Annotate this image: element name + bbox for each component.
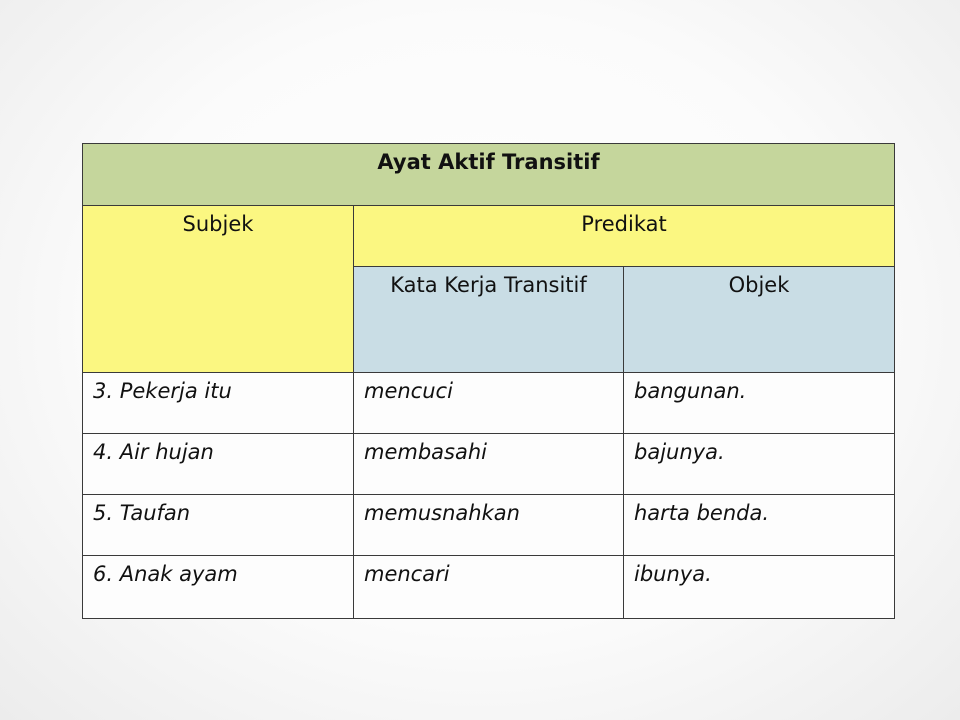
ayat-aktif-transitif-table <box>82 143 895 619</box>
kata-kerja-value: mencuci <box>364 379 453 403</box>
subjek-value: 5. Taufan <box>93 501 191 525</box>
kata-kerja-value: mencari <box>364 562 450 586</box>
objek-value: bangunan. <box>634 379 747 403</box>
subjek-header-cell <box>83 206 354 373</box>
subjek-cell <box>83 434 354 495</box>
kata-kerja-header-cell <box>354 267 624 373</box>
objek-cell <box>624 495 895 556</box>
predikat-header: Predikat <box>581 212 667 236</box>
objek-value: bajunya. <box>634 440 725 464</box>
kata-kerja-cell <box>354 556 624 619</box>
kata-kerja-value: membasahi <box>364 440 487 464</box>
objek-value: harta benda. <box>634 501 770 525</box>
objek-value: ibunya. <box>634 562 712 586</box>
subjek-value: 6. Anak ayam <box>93 562 238 586</box>
subjek-cell <box>83 495 354 556</box>
table-row <box>83 556 895 619</box>
subjek-header: Subjek <box>182 212 254 236</box>
subjek-cell <box>83 373 354 434</box>
kata-kerja-cell <box>354 495 624 556</box>
subjek-value: 4. Air hujan <box>93 440 214 464</box>
kata-kerja-header: Kata Kerja Transitif <box>390 273 587 297</box>
objek-header-cell <box>624 267 895 373</box>
subjek-value: 3. Pekerja itu <box>93 379 232 403</box>
objek-cell <box>624 434 895 495</box>
table-title-cell <box>83 144 895 206</box>
objek-cell <box>624 556 895 619</box>
kata-kerja-cell <box>354 434 624 495</box>
subjek-cell <box>83 556 354 619</box>
objek-header: Objek <box>728 273 790 297</box>
objek-cell <box>624 373 895 434</box>
table-row <box>83 373 895 434</box>
table-title: Ayat Aktif Transitif <box>377 150 600 174</box>
kata-kerja-cell <box>354 373 624 434</box>
table-row <box>83 495 895 556</box>
predikat-header-cell <box>354 206 895 267</box>
table-row <box>83 434 895 495</box>
kata-kerja-value: memusnahkan <box>364 501 520 525</box>
